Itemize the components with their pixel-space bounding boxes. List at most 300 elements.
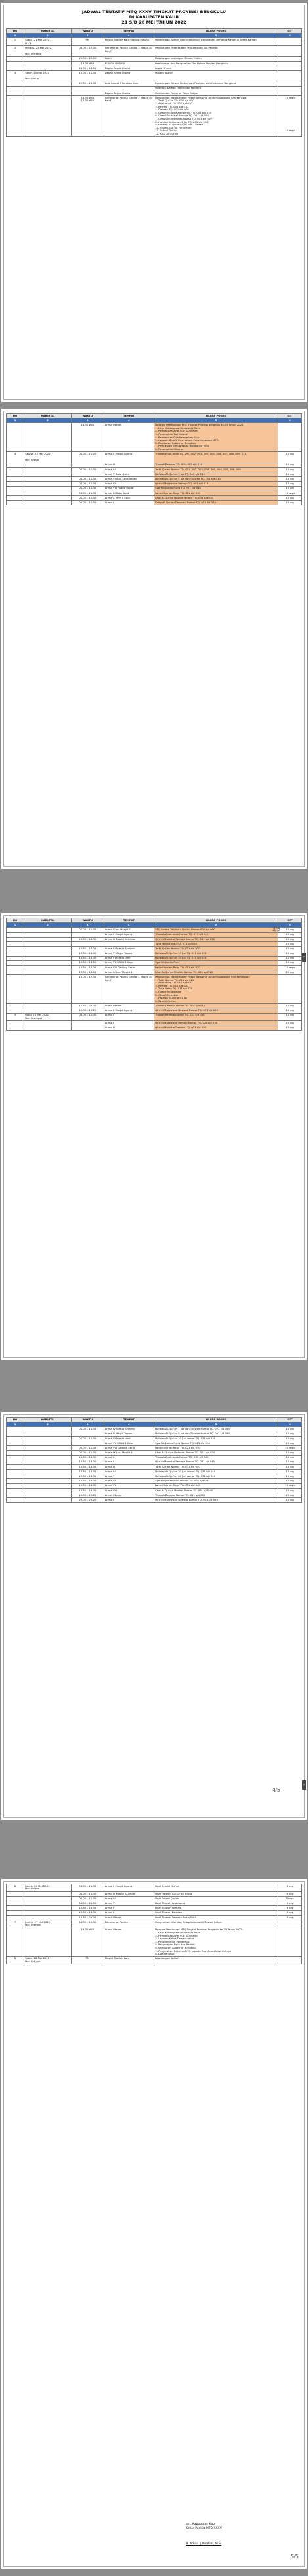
table-row bbox=[7, 86, 302, 91]
cell-event: Qira'at Murattal Dewasa TQ. 021 s/d 030 bbox=[154, 1026, 278, 1030]
cell-ket: 10 org bbox=[278, 467, 302, 472]
cell-ket bbox=[278, 38, 302, 46]
cell-ket: 10 org bbox=[278, 477, 302, 482]
cell-ket bbox=[278, 81, 302, 86]
cell-place: Arena Utama bbox=[104, 1928, 154, 1956]
column-header: NO bbox=[7, 1418, 24, 1422]
column-header: HARI/TGL bbox=[24, 29, 72, 34]
column-header: WAKTU bbox=[72, 918, 104, 923]
cell-ket bbox=[278, 66, 302, 70]
column-number: 4 bbox=[104, 418, 154, 423]
cell-time: 08.00 – 11.00 bbox=[72, 496, 104, 501]
table-row bbox=[7, 1956, 302, 1964]
cell-place: Masjid Stadion Kaur/Masing-Masing bbox=[104, 38, 154, 46]
document-page-5 bbox=[1, 1879, 307, 2569]
table-row bbox=[7, 56, 302, 61]
cell-day bbox=[24, 1436, 72, 1441]
cell-day bbox=[24, 491, 72, 495]
page-number: 4/5 bbox=[272, 1787, 280, 1793]
cell-day bbox=[24, 56, 72, 61]
document-title-line-2: DI KABUPATEN KAUR bbox=[129, 14, 179, 20]
cell-event: Final Fahmil Qur'an bbox=[154, 1896, 278, 1901]
cell-place: Arena II bbox=[104, 1498, 154, 1503]
table-row bbox=[7, 1470, 302, 1474]
cell-no bbox=[7, 1004, 24, 1008]
cell-time: 13.30 – 16.30 bbox=[72, 1460, 104, 1464]
table-row bbox=[7, 1493, 302, 1498]
cell-ket: 10 org bbox=[278, 956, 302, 960]
cell-event: Fahmil Qur'an Regu TQ. 001 s/d 010 bbox=[154, 491, 278, 495]
column-number: 1 bbox=[7, 34, 24, 38]
cell-ket: 10 org bbox=[278, 1455, 302, 1460]
cell-day: Kamis, 26 Mei 2022 Hari Kelima bbox=[24, 1884, 72, 1892]
cell-place: Arena III Masjid Al-Ikhlas bbox=[104, 937, 154, 941]
table-row bbox=[7, 423, 302, 452]
cell-no bbox=[7, 491, 24, 495]
schedule-table bbox=[6, 1884, 302, 1964]
cell-time: 18.30 WIB bbox=[72, 423, 104, 452]
page-number: 3/5 bbox=[272, 926, 280, 932]
cell-place: Arena V Balai Guru bbox=[104, 472, 154, 477]
cell-day bbox=[24, 1441, 72, 1445]
table-row bbox=[7, 1021, 302, 1026]
cell-day bbox=[24, 937, 72, 941]
cell-no bbox=[7, 1470, 24, 1474]
cell-no bbox=[7, 96, 24, 137]
cell-place: Arena IX Lps. Masjid 1 bbox=[104, 970, 154, 975]
cell-place: Arena III bbox=[104, 1464, 154, 1469]
cell-ket: 10 regu 10 regu bbox=[278, 96, 302, 137]
table-row bbox=[7, 951, 302, 956]
cell-event: Pengundian Maqra/Materi Pokok Bersaing untuk Musabaqah Hari Ke Empat: 1. Tartil Qur'an TQ. 011 s/d 020 2. Anak-anak TQ. 011 s/d 020 3. Remaja TQ. 011 s/d 020 4. Tuna Netra TQ. 011 s/d 020 5. Qira'at Mujawwad 6. Qira'at Murattal 7. Hafalan Al-Qur'an 1 Juz 8. Syarhil Qur'an bbox=[154, 975, 278, 1004]
document-page-2 bbox=[1, 409, 307, 869]
cell-event: Syarhil Qur'an Putri bbox=[154, 960, 278, 965]
cell-place: Arena IV bbox=[104, 467, 154, 472]
cell-time: 13.30 – 16.30 bbox=[72, 1474, 104, 1479]
cell-day bbox=[24, 1464, 72, 1469]
cell-place: Depan Arena Utama bbox=[104, 91, 154, 95]
cell-no bbox=[7, 1464, 24, 1469]
column-number: 5 bbox=[154, 1422, 278, 1427]
cell-place: Sekretariat Panitia (Lantai 2 Masjid al-Kahfi) bbox=[104, 96, 154, 137]
cell-day bbox=[24, 482, 72, 486]
cell-day bbox=[24, 66, 72, 70]
cell-day bbox=[24, 1026, 72, 1030]
cell-event: Hafalan Al-Qur'an 20 Juz Nomor TQ. 031 s/d 040 bbox=[154, 1470, 278, 1474]
column-header: TEMPAT bbox=[104, 1418, 154, 1422]
cell-event: Kaligrafi Qur'an Dekorasi Nomor TQ. 001 s/d 010 bbox=[154, 501, 278, 505]
table-row bbox=[7, 1896, 302, 1901]
cell-time bbox=[72, 1021, 104, 1026]
cell-day bbox=[24, 1906, 72, 1910]
cell-event: Pendaftaran Peserta dan Pengambilan No. Peserta bbox=[154, 46, 278, 56]
column-header: TEMPAT bbox=[104, 414, 154, 418]
cell-time bbox=[72, 91, 104, 95]
cell-no bbox=[7, 1021, 24, 1026]
cell-event: Fahmil Qur'an Regu TQ. 011 s/d 020 bbox=[154, 965, 278, 970]
cell-ket bbox=[278, 61, 302, 66]
cell-place: Arena VIII bbox=[104, 1488, 154, 1493]
cell-no bbox=[7, 423, 24, 452]
cell-ket bbox=[278, 423, 302, 452]
cell-place: Arena II bbox=[104, 1021, 154, 1026]
cell-no bbox=[7, 951, 24, 956]
column-header: KET bbox=[278, 918, 302, 923]
cell-time: 08.00 – 11.00 bbox=[72, 501, 104, 505]
cell-time bbox=[72, 1026, 104, 1030]
cell-day bbox=[24, 1928, 72, 1956]
column-header: KET bbox=[278, 1418, 302, 1422]
cell-day bbox=[24, 96, 72, 137]
table-row bbox=[7, 472, 302, 477]
cell-day: Minggu, 22 Mei 2022 Hari Pertama bbox=[24, 46, 72, 56]
cell-event: Qira'at Mujawwad Dewasa Nomor TQ. 011 s/d 020 bbox=[154, 1008, 278, 1013]
column-number: 3 bbox=[72, 923, 104, 928]
column-number: 1 bbox=[7, 923, 24, 928]
cell-event: Tilawah Anak-anak TQ. 001, 002, 003, 004, 005, 006, 007, 008, 009, 010 bbox=[154, 452, 278, 463]
column-header: WAKTU bbox=[72, 414, 104, 418]
cell-no bbox=[7, 1915, 24, 1920]
column-number: 1 bbox=[7, 418, 24, 423]
cell-event: Orientasi Dewan Hakim dan Panitera bbox=[154, 86, 278, 91]
table-row bbox=[7, 1915, 302, 1920]
table-body bbox=[7, 1427, 302, 1503]
column-number: 2 bbox=[24, 1422, 72, 1427]
cell-no: 7 bbox=[7, 1920, 24, 1928]
cell-time: 13.30 – 16.00 bbox=[72, 970, 104, 975]
table-row bbox=[7, 1436, 302, 1441]
cell-time: 19.30 WIB bbox=[72, 1928, 104, 1956]
cell-day bbox=[24, 947, 72, 951]
cell-time: 16.30 WIB 17.30 WIB bbox=[72, 96, 104, 137]
cell-event: Hafalan Al-Qur'an 1 Juz dan Tilawah Nomor TQ. 021 s/d 030 bbox=[154, 1427, 278, 1432]
cell-event: Tartil Qur'an Nomor TQ. 011 s/d 020 bbox=[154, 947, 278, 951]
cell-day bbox=[24, 1432, 72, 1436]
column-header: WAKTU bbox=[72, 1418, 104, 1422]
cell-time: PM bbox=[72, 38, 104, 46]
column-number: 2 bbox=[24, 34, 72, 38]
cell-day: Senin, 23 Mei 2022 Hari Kedua bbox=[24, 71, 72, 81]
table-row bbox=[7, 1498, 302, 1503]
table-row bbox=[7, 66, 302, 70]
column-number: 4 bbox=[104, 34, 154, 38]
cell-no bbox=[7, 1896, 24, 1901]
cell-event: Qira'at Mujawwad Remaja Nomor TQ. 021 s/d 030 bbox=[154, 1021, 278, 1026]
table-row bbox=[7, 1004, 302, 1008]
cell-no bbox=[7, 477, 24, 482]
cell-time: 19.30 – 22.00 bbox=[72, 1004, 104, 1008]
cell-place: Arena IV Masjid Syakirin bbox=[104, 947, 154, 951]
cell-ket: 10 regu bbox=[278, 965, 302, 970]
cell-day bbox=[24, 1451, 72, 1455]
cell-no bbox=[7, 1910, 24, 1915]
cell-time: 19.30 – 22.00 bbox=[72, 1915, 104, 1920]
table-row bbox=[7, 477, 302, 482]
cell-event: Final Syarhil Qur'an bbox=[154, 1884, 278, 1892]
cell-day bbox=[24, 1479, 72, 1483]
page-sheet bbox=[3, 1414, 305, 1818]
table-row bbox=[7, 1910, 302, 1915]
cell-day bbox=[24, 1915, 72, 1920]
cell-no bbox=[7, 1432, 24, 1436]
cell-place: Arena III bbox=[104, 1026, 154, 1030]
table-header bbox=[7, 29, 302, 38]
column-number: 6 bbox=[278, 923, 302, 928]
cell-time: 08.00 – 11.30 bbox=[72, 1446, 104, 1451]
table-body bbox=[7, 928, 302, 1030]
table-row bbox=[7, 975, 302, 1004]
cell-ket: 6 org bbox=[278, 1915, 302, 1920]
cell-event: Hafalan Al-Qur'an 10 Juz Nomor TQ. 021 s/d 030 bbox=[154, 1436, 278, 1441]
cell-event: Qira'at Mujawwad Dewasa Nomor TQ. 041 s/d 050 bbox=[154, 1498, 278, 1503]
cell-no bbox=[7, 66, 24, 70]
cell-time: 13.30 – 16.00 bbox=[72, 965, 104, 970]
cell-event: Penyerahan Nilai dan Rekapitulasi oleh Dewan Hakim bbox=[154, 1920, 278, 1928]
cell-ket bbox=[278, 46, 302, 56]
column-header: TEMPAT bbox=[104, 29, 154, 34]
cell-ket bbox=[278, 91, 302, 95]
cell-day bbox=[24, 1891, 72, 1896]
cell-no bbox=[7, 472, 24, 477]
cell-no bbox=[7, 1451, 24, 1455]
cell-ket: 10 org bbox=[278, 1004, 302, 1008]
cell-time: 13.30 – 16.00 bbox=[72, 956, 104, 960]
cell-place: Arena I bbox=[104, 1906, 154, 1910]
table-row bbox=[7, 1488, 302, 1493]
cell-no bbox=[7, 1460, 24, 1464]
cell-place: Arena II Masjid Agung bbox=[104, 932, 154, 937]
cell-place: Arena I bbox=[104, 1013, 154, 1021]
cell-day bbox=[24, 86, 72, 91]
cell-time: 20.00 – 22.00 bbox=[72, 1498, 104, 1503]
cell-event: Pembukaan Pameran Pesta Rakyat bbox=[154, 91, 278, 95]
cell-event: STQ Lomba Tahfidzul Qur'an Nomor 001 s/d 010 bbox=[154, 928, 278, 932]
cell-event: Qira'at Murattal Remaja Nomor TQ. 031 s/d 040 bbox=[154, 1460, 278, 1464]
cell-ket bbox=[278, 1928, 302, 1956]
column-number-row bbox=[7, 34, 302, 38]
cell-day bbox=[24, 1004, 72, 1008]
column-header: NO bbox=[7, 414, 24, 418]
cell-time: 13.30 – 16.30 bbox=[72, 1470, 104, 1474]
cell-no: 1 bbox=[7, 38, 24, 46]
table-row bbox=[7, 965, 302, 970]
column-header: ACARA POKOK bbox=[154, 918, 278, 923]
header-row bbox=[7, 29, 302, 34]
cell-ket bbox=[278, 975, 302, 1004]
table-row bbox=[7, 960, 302, 965]
cell-event: Qira'at Murattal Remaja Nomor TQ. 011 s/d 020 bbox=[154, 937, 278, 941]
cell-time: 12.30 – 15.30 bbox=[72, 81, 104, 86]
cell-time: 13.30 – 16.00 bbox=[72, 947, 104, 951]
cell-event: Upacara Penutupan MTQ Tingkat Provinsi Bengkulu ke-35 Tahun 2022: 1. Lagu Kebangsaan Indonesia Raya 2. Pembacaan Ayat Suci Al-Qur'an 3. Laporan Ketua Dewan Hakim 4. Pengumuman Pemenang 5. Penyerahan Piala dan Hadiah 6. Sambutan Gubernur Bengkulu 7. Penyerahan Bendera MTQ kepada Tuan Rumah berikutnya 8. Doa Penutup bbox=[154, 1928, 278, 1956]
cell-place: Masjid Stadion Kaur bbox=[104, 1956, 154, 1964]
table-row bbox=[7, 1008, 302, 1013]
cell-no bbox=[7, 1427, 24, 1432]
cell-place: Arena I bbox=[104, 501, 154, 505]
column-number: 3 bbox=[72, 34, 104, 38]
document-page-4 bbox=[1, 1412, 307, 1820]
cell-day bbox=[24, 1901, 72, 1906]
cell-ket: 10 org bbox=[278, 1427, 302, 1432]
cell-place: Arena VII bbox=[104, 482, 154, 486]
column-header: TEMPAT bbox=[104, 918, 154, 923]
table-row bbox=[7, 96, 302, 137]
table-row bbox=[7, 1479, 302, 1483]
header-row bbox=[7, 918, 302, 923]
cell-place: Depan Arena Utama bbox=[104, 71, 154, 81]
cell-ket: 10 org bbox=[278, 501, 302, 505]
cell-event: Syarhil Qur'an Putra Nomor TQ. 021 s/d 030 bbox=[154, 1441, 278, 1445]
cell-time: 13.30 – 16.30 bbox=[72, 1479, 104, 1483]
cell-ket bbox=[278, 86, 302, 91]
cell-day bbox=[24, 975, 72, 1004]
table-row bbox=[7, 486, 302, 491]
cell-time: 13.30 – 16.00 bbox=[72, 951, 104, 956]
cell-day: Rabu, 25 Mei 2022 Hari Keempat bbox=[24, 1013, 72, 1021]
cell-place: Arena IX Lps. Masjid 1 bbox=[104, 1451, 154, 1455]
table-row bbox=[7, 38, 302, 46]
column-number: 6 bbox=[278, 418, 302, 423]
cell-ket: 10 regu bbox=[278, 1446, 302, 1451]
cell-event: Pengundian Maqra/Materi Pokok Bersaing untuk Musabaqah Hari Ke Tiga: 1. Tartil Qur'an TQ. 001 s/d 010 2. Anak-anak TQ. 001 s/d 010 3. Remaja TQ. 001 s/d 010 4. Dewasa TQ. 001 s/d 010 5. Qira'at Mujawwad Remaja TQ. 001 s/d 010 6. Qira'at Murattal Remaja TQ. 001 s/d 010 7. Qira'at Mujawwad Dewasa TQ. 001 s/d 010 8. Hafalan Al-Qur'an 1 Juz TQ. 001 s/d 010 9. Hafalan Al-Qur'an 5 Juz dan Tilawah 10. Syarhil Qur'an Putra/Putri 11. Fahmil Qur'an 12. Khat Al-Qur'an bbox=[154, 96, 278, 137]
table-header bbox=[7, 1418, 302, 1427]
column-header: KET bbox=[278, 29, 302, 34]
cell-time: 08.00 – 11.00 bbox=[72, 467, 104, 472]
cell-ket: 10 org bbox=[278, 1013, 302, 1021]
table-row bbox=[7, 1427, 302, 1432]
cell-no bbox=[7, 1026, 24, 1030]
cell-time: 08.00 – 11.30 bbox=[72, 491, 104, 495]
table-row bbox=[7, 1451, 302, 1455]
cell-time: 08.00 – 11.30 bbox=[72, 1427, 104, 1432]
cell-no bbox=[7, 1441, 24, 1445]
cell-place: Sekretariat Panitia bbox=[104, 1920, 154, 1928]
cell-no bbox=[7, 1483, 24, 1488]
cell-day bbox=[24, 1488, 72, 1493]
cell-time: 08.00 – 11.30 bbox=[72, 486, 104, 491]
column-number: 3 bbox=[72, 418, 104, 423]
cell-time: 13.00 WIB bbox=[72, 61, 104, 66]
cell-event: Final Tilawah Dewasa Putra/Putri bbox=[154, 1915, 278, 1920]
cell-day bbox=[24, 941, 72, 946]
cell-time: 14.00 – 16.00 bbox=[72, 66, 104, 70]
cell-event: Malam Ta'aruf bbox=[154, 71, 278, 81]
cell-ket: 6 org bbox=[278, 1891, 302, 1896]
cell-day bbox=[24, 1498, 72, 1503]
cell-day bbox=[24, 1455, 72, 1460]
cell-event: Tartil Qur'an Nomor TQ. 031 s/d 040 bbox=[154, 1464, 278, 1469]
cell-ket: 10 org bbox=[278, 472, 302, 477]
column-header: ACARA POKOK bbox=[154, 29, 278, 34]
cell-ket: 6 org bbox=[278, 1884, 302, 1892]
cell-event: Hafalan Al-Qur'an 1 Juz TQ. 001 s/d 010 bbox=[154, 472, 278, 477]
cell-event: Tartil Qur'an Nomor TQ. 001, 002, 003, 004, 005, 006, 007, 008, 009 bbox=[154, 467, 278, 472]
cell-day bbox=[24, 1493, 72, 1498]
table-row bbox=[7, 1474, 302, 1479]
cell-event: Kedatangan undangan Dewan Hakim bbox=[154, 56, 278, 61]
cell-no bbox=[7, 956, 24, 960]
cell-place: Arena VI Masjid Jami' bbox=[104, 1436, 154, 1441]
cell-event: Khat Al-Qur'an Dekorasi Nomor TQ. 021 s/d 030 bbox=[154, 1451, 278, 1455]
cell-day bbox=[24, 928, 72, 932]
cell-time bbox=[72, 1441, 104, 1445]
cell-time bbox=[72, 941, 104, 946]
cell-time: 10.00 – 12.00 bbox=[72, 56, 104, 61]
cell-place: Arena VI Masjid Jami' bbox=[104, 956, 154, 960]
cell-ket: 10 org bbox=[278, 947, 302, 951]
cell-event: Tilawah Anak-anak Nomor TQ. 031 s/d 040 bbox=[154, 1455, 278, 1460]
column-number: 4 bbox=[104, 1422, 154, 1427]
cell-time: 08.00 – 11.30 bbox=[72, 1884, 104, 1892]
table-row bbox=[7, 1891, 302, 1896]
cell-no bbox=[7, 496, 24, 501]
cell-ket: 10 org bbox=[278, 1432, 302, 1436]
cell-ket: 10 org bbox=[278, 486, 302, 491]
table-row bbox=[7, 932, 302, 937]
cell-place: Arena V Masjid Taqwa bbox=[104, 1432, 154, 1436]
cell-no bbox=[7, 1928, 24, 1956]
cell-place: Arena II bbox=[104, 1910, 154, 1915]
cell-place: Arena III bbox=[104, 463, 154, 467]
cell-no: 8 bbox=[7, 1956, 24, 1964]
cell-ket bbox=[278, 1920, 302, 1928]
cell-no bbox=[7, 467, 24, 472]
cell-no: 2 bbox=[7, 46, 24, 56]
cell-no bbox=[7, 482, 24, 486]
cell-event: Khat Al-Qur'an Mushaf Nomor TQ. 011 s/d 020 bbox=[154, 970, 278, 975]
cell-event: Hafalan Al-Qur'an 30 Juz Nomor TQ. 031 s/d 040 bbox=[154, 1474, 278, 1479]
cell-time: 19.30 – 22.00 bbox=[72, 1493, 104, 1498]
cell-place bbox=[104, 86, 154, 91]
table-row bbox=[7, 1026, 302, 1030]
cell-no bbox=[7, 1901, 24, 1906]
cell-no bbox=[7, 1906, 24, 1910]
cell-event: Hafalan Al-Qur'an 20 Juz TQ. 011 s/d 020 bbox=[154, 956, 278, 960]
cell-time: 08.00 – 11.30 bbox=[72, 1436, 104, 1441]
cell-day: Selasa, 24 Mei 2022 Hari Ketiga bbox=[24, 452, 72, 463]
cell-time: 13.30 – 16.30 bbox=[72, 1483, 104, 1488]
cell-ket: 6 org bbox=[278, 1910, 302, 1915]
header-row bbox=[7, 1418, 302, 1422]
cell-time: 08.00 – 11.30 bbox=[72, 1013, 104, 1021]
cell-ket: 10 org bbox=[278, 951, 302, 956]
page-scroll-handle[interactable]: › bbox=[302, 1780, 306, 1790]
cell-day bbox=[24, 1021, 72, 1026]
cell-no bbox=[7, 86, 24, 91]
cell-no bbox=[7, 1479, 24, 1483]
signature-block bbox=[186, 2523, 284, 2546]
cell-event: Tilawah Dewasa Nomor TQ. 001 s/d 010 bbox=[154, 1004, 278, 1008]
page-scroll-handle[interactable]: › bbox=[302, 953, 306, 962]
table-body bbox=[7, 1884, 302, 1964]
cell-time: 08.00 – 11.30 bbox=[72, 482, 104, 486]
cell-ket: 10 org bbox=[278, 960, 302, 965]
cell-time: 08.00 – 11.30 bbox=[72, 1920, 104, 1928]
table-row bbox=[7, 928, 302, 932]
schedule-table bbox=[6, 918, 302, 1031]
cell-no bbox=[7, 1498, 24, 1503]
cell-event: Syarhil Qur'an Putra TQ. 001 s/d 010 bbox=[154, 486, 278, 491]
cell-day bbox=[24, 1896, 72, 1901]
page-sheet bbox=[3, 5, 305, 400]
schedule-table bbox=[6, 1417, 302, 1503]
cell-day: Jum'at, 27 Mei 2022 Hari Keenam bbox=[24, 1920, 72, 1928]
cell-ket: 10 org bbox=[278, 452, 302, 463]
page-number: 5/5 bbox=[290, 2554, 299, 2560]
table-row bbox=[7, 1884, 302, 1892]
cell-day bbox=[24, 472, 72, 477]
cell-no: 4 bbox=[7, 452, 24, 463]
